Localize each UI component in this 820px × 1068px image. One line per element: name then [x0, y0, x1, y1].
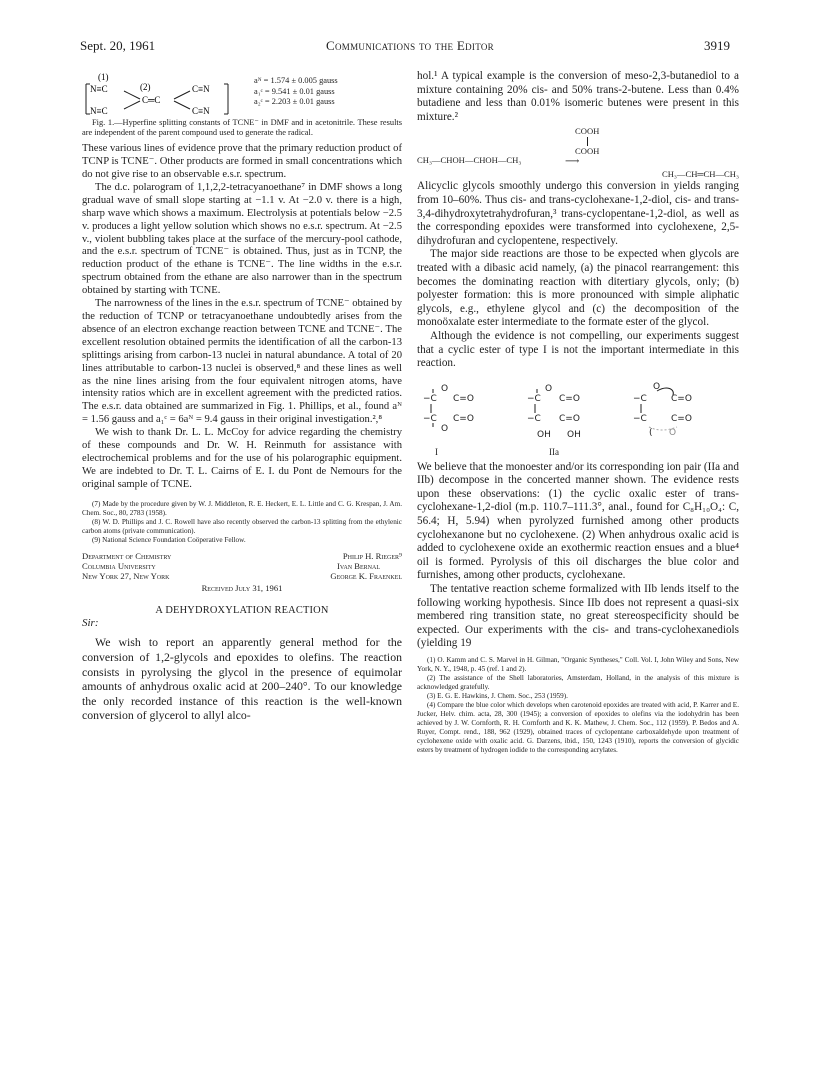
svg-text:−C: −C [633, 393, 647, 404]
footnote-2: (2) The assistance of the Shell laboratories, Amsterdam, Holland, in the analysis of this mixture is acknowledged gratefully. [417, 674, 739, 691]
received-date: Received July 31, 1961 [201, 583, 283, 594]
department: Department of Chemistry [82, 550, 172, 561]
svg-text:−C: −C [423, 393, 437, 404]
svg-text:C=O: C=O [559, 413, 580, 424]
author-name: Ivan Bernal [337, 560, 380, 571]
paragraph: We wish to report an apparently general method for the conversion of 1,2-glycols and epoxides to olefins. The reaction consists in pyrolysing the glycol in the presence of equimolar amounts of anhydrous oxalic acid at 200–240°. To our knowledge the only recorded instance of this reaction is the well-known conversion of glycerol to allyl alco- [82, 635, 402, 723]
figure-1 [82, 70, 402, 118]
paragraph: We believe that the monoester and/or its corresponding ion pair (IIa and IIb) decompose in the concerted manner shown. The evidence rests upon these observations: (1) the cyclic oxalic ester of trans-cyclohexane-1,2-diol (m.p. 110.7–111.3°, anal., found for C₈H₁₀O₄: C, 56.4; H, 5.94) when pyrolyzed furnished among other products cyclohexanone but no cyclohexene. (2) When anhydrous oxalic acid is added to cyclohexene oxide an exothermic reaction ensues and a blue⁴ oil is formed. Pyrolysis of this oil discharges the blue color and furnishes, among other products, cyclohexane. [417, 460, 739, 582]
svg-text:C=O: C=O [453, 393, 474, 404]
product: CH₃—CH═CH—CH₃ [661, 169, 739, 180]
figure-1-caption: Fig. 1.—Hyperfine splitting constants of TCNE⁻ in DMF and in acetonitrile. These results are independent of the parent compound used to generate the radical. [82, 118, 402, 137]
nitrile-bottom-left: N≡C [90, 106, 108, 116]
structure-IIb [633, 382, 692, 438]
constant-a2c: a₂ᶜ = 2.203 ± 0.01 gauss [254, 97, 335, 106]
paragraph: We wish to thank Dr. L. L. McCoy for advice regarding the chemistry of these compounds and Dr. W. H. Reinmuth for assistance with electrochemical problems and for the use of his polarographic equipment. We are indebted to Dr. T. L. Cairns of E. I. du Pont de Nemours for the original sample of TCNE. [82, 427, 402, 490]
footnote-8: (8) W. D. Phillips and J. C. Rowell have also recently observed the carbon-13 splitting from the ethylenic carbon atoms (private communication). [82, 517, 402, 535]
paragraph: The d.c. polarogram of 1,1,2,2-tetracyanoethane⁷ in DMF shows a long gradual wave of small slope starting at −1.1 v. At −2.0 v. there is a high, sharp wave which shows a maximum. Electrolysis at potentials below −2.5 v. produces a light yellow solution which shows no e.s.r. spectrum. At −2.5 v., violent bubbling takes place at the surface of the mercury-pool cathode, and the e.s.r. spectrum of TCNE⁻ is obtained. Thus, just as in TCNP, the reduction product of the ethane is TCNE⁻. The line widths in the e.s.r. spectrum obtained from the ethane are also narrower than in the spectrum obtained by starting with TCNE. [82, 181, 402, 297]
svg-text:O: O [441, 423, 449, 434]
header-section-title: Communications to the Editor [326, 38, 494, 53]
svg-text:−C: −C [423, 413, 437, 424]
salutation: Sir: [82, 617, 99, 630]
svg-text:(: ( [649, 427, 653, 438]
paragraph: The major side reactions are those to be expected when glycols are treated with a dibasic acid namely, (a) the pinacol rearrangement: this becomes the dominating reaction with ditertiary glycols, only; (b) polyester formation: this is more pronounced with simple aliphatic glycols, e.g., ethylene glycol and (c) the decomposition of the monoöxalate ester intermediate to the formate ester of the glycol. [417, 248, 739, 329]
nitrile-top-left: N≡C [90, 84, 108, 94]
position-2-label: (2) [140, 82, 151, 92]
svg-text:O: O [669, 427, 677, 438]
reaction-arrow: ⟶ [565, 156, 580, 168]
structure-I [423, 384, 474, 434]
svg-text:O: O [545, 383, 553, 394]
paragraph: The narrowness of the lines in the e.s.r. spectrum of TCNE⁻ obtained by the reduction of TCNP or tetracyanoethane undoubtedly arises from the absence of an electron exchange reaction between TCNE and TCNE⁻. The excellent resolution obtained permits the identification of all the carbon-13 splittings arising from carbon-13 nuclei in natural abundance. A total of 20 lines attributable to carbon-13 nuclei is observed,⁸ and these lines as well as the nine lines arising from the four equivalent nitrogen atoms, have intensity ratios which are in excellent agreement with the predicted ratios. The e.s.r. data obtained are summarized in Fig. 1. Phillips, et al., found aᴺ = 1.56 gauss and a₁ᶜ = 6aᴺ = 9.4 gauss in their original investigation.²,⁸ [82, 298, 402, 426]
structure-drawings [417, 379, 739, 461]
nitrile-bottom-right: C≡N [192, 106, 210, 116]
footnote-4: (4) Compare the blue color which develops when carotenoid epoxides are treated with acid, P. Karrer and E. Jucker, Helv. chim. acta, 28, 300 (1945); a conversion of epoxides to olefins via the iodohydrin has been achieved by J. W. Cornforth, R. H. Cornforth and K. K. Mathew, J. Chem. Soc., 112 (1959). P. Bedos and A. Ruyer, Compt. rend., 188, 962 (1929), obtained traces of cyclopentane carboxaldehyde upon treatment of cyclohexene oxide with oxalic acid. G. Darzens, ibid., 150, 1243 (1910), reports the conversion of glycidic esters by treatment of hydrogen iodide to the corresponding acrylates. [417, 701, 739, 754]
svg-text:OH: OH [567, 429, 581, 440]
paragraph: These various lines of evidence prove that the primary reduction product of TCNP is TCNE⁻. Other products are formed in small concentrations which do not give rise to an observable e.s.r. spectrum. [82, 143, 402, 180]
paragraph: hol.¹ A typical example is the conversion of meso-2,3-butanediol to a mixture containing 20% cis- and 50% trans-2-butene. Less than 0.4% butadiene and less than 0.01% isomeric butenes were present in this mixture.² [417, 70, 739, 123]
constant-aN: aᴺ = 1.574 ± 0.005 gauss [254, 76, 338, 85]
university: Columbia University [82, 560, 156, 571]
footnotes [82, 500, 402, 545]
label-IIa: IIa [549, 446, 559, 457]
right-column [417, 70, 739, 755]
header-date: Sept. 20, 1961 [80, 38, 156, 53]
footnote-3: (3) E. G. E. Hawkins, J. Chem. Soc., 253 (1959). [427, 692, 568, 700]
footnote-1: (1) O. Kamm and C. S. Marvel in H. Gilman, "Organic Syntheses," Coll. Vol. I, John Wiley and Sons, New York, N. Y., 1948, p. 45 (ref. 1 and 2). [417, 656, 739, 673]
structure-IIa [527, 384, 581, 440]
reaction-scheme [417, 124, 739, 180]
reagent-bottom: COOH [575, 146, 600, 157]
author-name: George K. Fraenkel [330, 571, 402, 582]
label-I: I [435, 446, 438, 457]
article-title: A DEHYDROXYLATION REACTION [155, 605, 329, 617]
svg-text:−C: −C [633, 413, 647, 424]
city: New York 27, New York [82, 571, 170, 582]
reactant: CH₃—CHOH—CHOH—CH₃ [417, 155, 522, 166]
central-double-bond: C═C [142, 95, 161, 105]
svg-text:O: O [653, 381, 661, 392]
svg-text:OH: OH [537, 429, 551, 440]
constant-a1c: a₁ᶜ = 9.541 ± 0.01 gauss [254, 86, 335, 96]
svg-text:−C: −C [527, 413, 541, 424]
footnotes [417, 656, 739, 755]
svg-text:O: O [441, 383, 449, 394]
splitting-constants [254, 76, 338, 108]
paragraph: The tentative reaction scheme formalized with IIb lends itself to the following working hypothesis. Since IIb does not represent a quasi-six membered ring transition state, no great stereospecificity should be expected. Our experiments with the cis- and trans-cyclohexanediols (yielding 19 [417, 583, 739, 650]
tcne-structure-drawing [82, 70, 232, 118]
footnote-9: (9) National Science Foundation Coöperative Fellow. [92, 535, 246, 544]
cyclic-ester-structures [417, 379, 739, 461]
svg-text:C=O: C=O [671, 413, 692, 424]
reagent-bond-line [587, 137, 588, 146]
header-page-number: 3919 [704, 38, 730, 53]
svg-text:C=O: C=O [559, 393, 580, 404]
svg-text:C=O: C=O [453, 413, 474, 424]
position-1-label: (1) [98, 72, 109, 82]
footnote-7: (7) Made by the procedure given by W. J. Middleton, R. E. Heckert, E. L. Little and C. G. Krespan, J. Am. Chem. Soc., 80, 2783 (1958). [82, 499, 402, 517]
left-column [82, 70, 402, 723]
nitrile-top-right: C≡N [192, 84, 210, 94]
svg-text:C=O: C=O [671, 393, 692, 404]
paragraph: Although the evidence is not compelling, our experiments suggest that a cyclic ester of type I is not the important intermediate in this reaction. [417, 329, 739, 370]
svg-text:−C: −C [527, 393, 541, 404]
reagent-top: COOH [575, 126, 600, 137]
paragraph: Alicyclic glycols smoothly undergo this conversion in yields ranging from 10–60%. Thus cis- and trans-cyclohexane-1,2-diol, cis- and trans-3,4-dihydroxytetrahydrofuran,³ trans-cyclopentane-1,2-diol, as well as the corresponding epoxides were transformed into cyclohexene, 2,5-dihydrofuran and cyclopentene, respectively. [417, 180, 739, 247]
author-name: Philip H. Rieger⁹ [342, 550, 402, 561]
author-affiliation [82, 551, 402, 594]
